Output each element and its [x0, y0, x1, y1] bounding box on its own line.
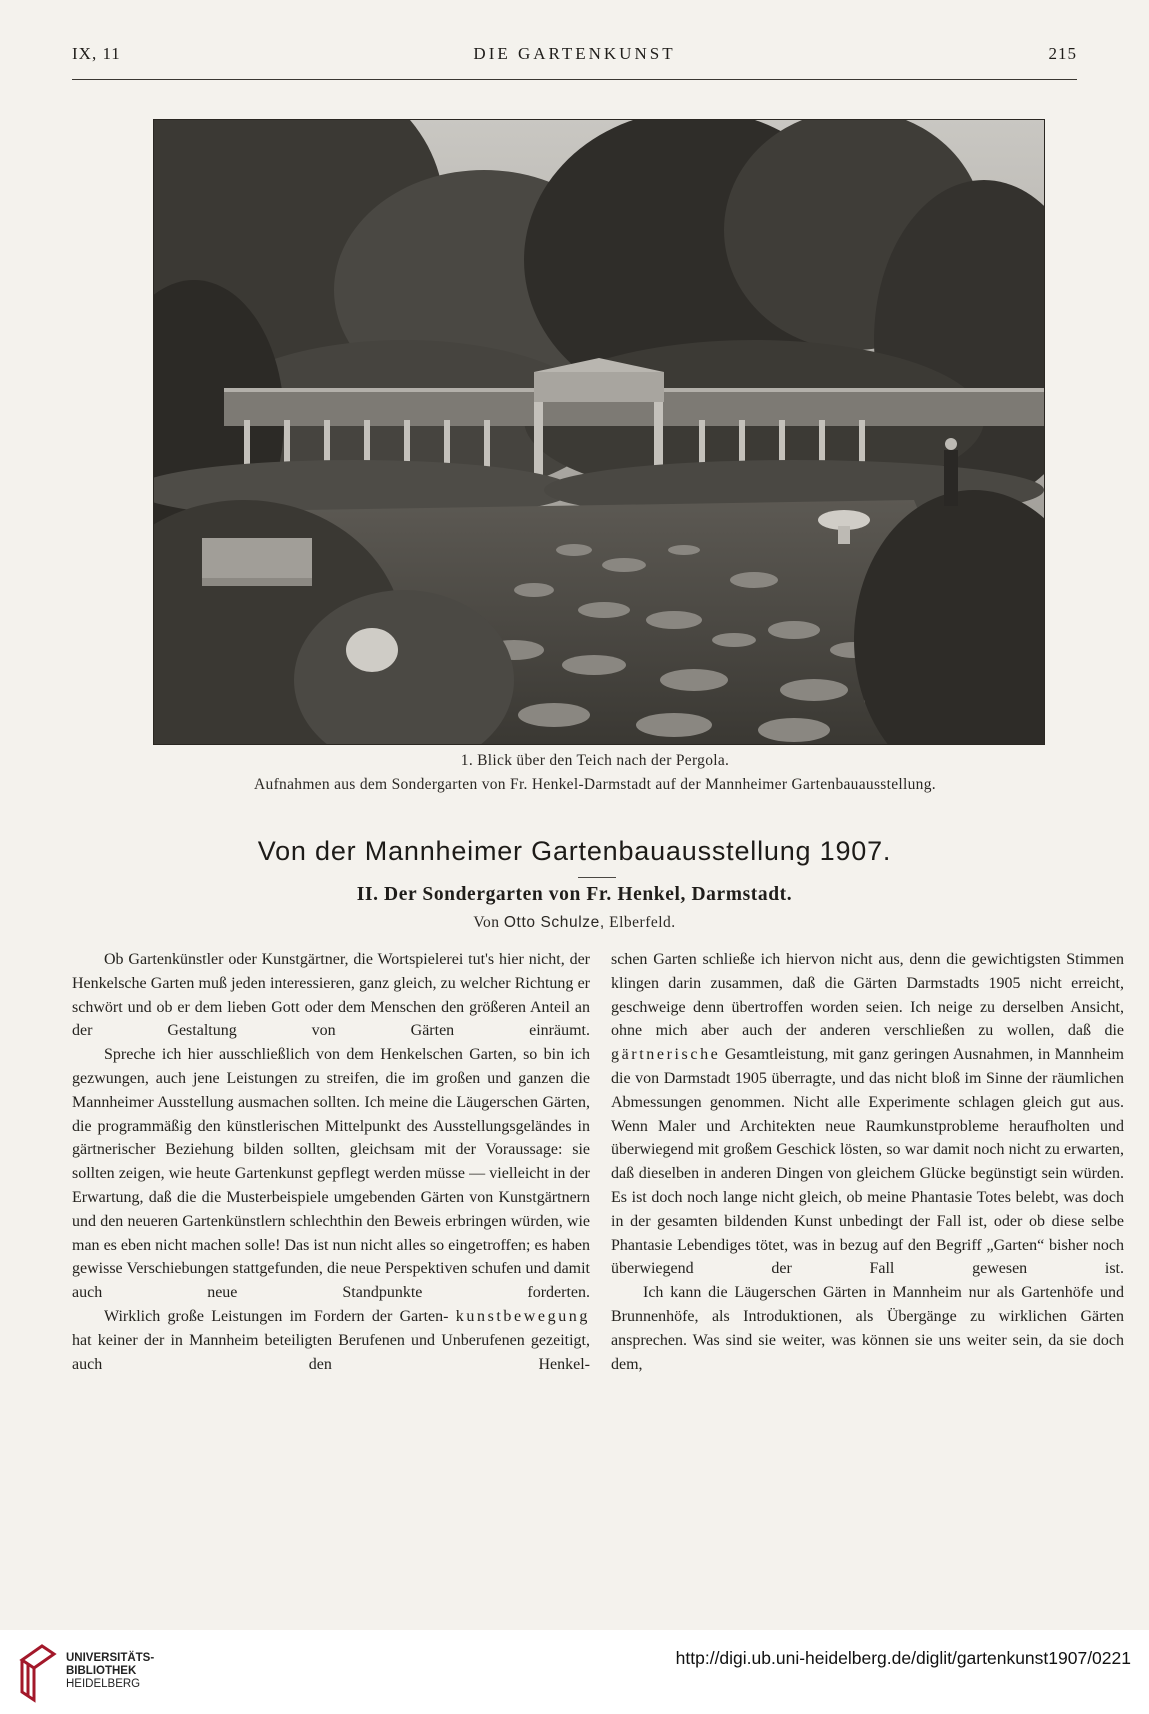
volume-issue: IX, 11 — [72, 44, 121, 63]
garden-photograph — [153, 119, 1045, 745]
paragraph: Ich kann die Läugerschen Gärten in Mannheim nur als Gartenhöfe und Brunnenhöfe, als Introduktionen, als Übergänge zu wirklichen Gärten ansprechen. Was sind sie weiter, was können sie uns weiter sein, da sie doch dem, — [611, 1284, 1124, 1373]
university-library-logo — [14, 1640, 60, 1704]
spaced-emphasis: gärtnerische — [611, 1046, 721, 1064]
right-column — [611, 948, 1124, 1376]
library-name — [66, 1652, 154, 1691]
figure-caption-credit: Aufnahmen aus dem Sondergarten von Fr. Henkel-Darmstadt auf der Mannheimer Gartenbauausstellung. — [254, 776, 936, 793]
header-rule — [72, 79, 1077, 80]
byline-place: Elberfeld. — [609, 914, 676, 931]
byline — [0, 914, 1149, 932]
left-column — [72, 948, 590, 1376]
spaced-emphasis: kunstbewegung — [455, 1307, 590, 1325]
permalink-url[interactable]: http://digi.ub.uni-heidelberg.de/diglit/gartenkunst1907/0221 — [675, 1648, 1131, 1668]
text-run: Wirklich große Leistungen im Fordern der Garten- — [104, 1307, 449, 1325]
journal-title: DIE GARTENKUNST — [473, 44, 676, 63]
byline-author: Otto Schulze, — [503, 914, 605, 931]
title-divider — [578, 877, 616, 878]
article-subtitle: II. Der Sondergarten von Fr. Henkel, Darmstadt. — [356, 884, 793, 905]
text-run: hat keiner der in Mannheim beteiligten Berufenen und Unberufenen gezeitigt, auch den Henkel- — [72, 1331, 590, 1373]
figure-caption-title: 1. Blick über den Teich nach der Pergola. — [460, 752, 730, 769]
text-run: schen Garten schließe ich hiervon nicht aus, denn die gewichtigsten Stimmen klingen darin zusammen, daß die Gärten Darmstadts 1905 nicht erreicht, geschweige denn übertroffen worden seien. Ich neige zu derselben Ansicht, ohne mich aber auch der anderen verschließen zu wollen, daß die — [611, 951, 1124, 1040]
digitization-footer — [0, 1630, 1149, 1714]
paragraph: Ob Gartenkünstler oder Kunstgärtner, die Wortspielerei tut's hier nicht, der Henkelsche Garten muß jeden interessieren, ganz gleich, zu welcher Richtung er schwört und ob er dem lieben Gott oder dem Menschen den größeren Anteil an der Gestaltung von Gärten einräumt. — [72, 951, 590, 1040]
library-line: UNIVERSITÄTS- — [66, 1652, 155, 1664]
paragraph — [611, 948, 1124, 1281]
paragraph: Spreche ich hier ausschließlich von dem Henkelschen Garten, so bin ich gezwungen, auch jene Leistungen zu streifen, die im großen und ganzen die Mannheimer Ausstellung ausmachen sollten. Ich meine die Läugerschen Gärten, die programmäßig den künstlerischen Mittelpunkt des Ausstellungsgeländes in gärtnerischer Beziehung bilden sollten, gleichsam mit der Voraussage: sie sollten zeigen, wie heute Gartenkunst gepflegt werden müsse — vielleicht in der Erwartung, daß die die Musterbeispiele umgebenden Gärten von Kunstgärtnern und den neueren Gartenkünstlern schlechthin den Beweis erbringen würden, wie man es eben nicht machen solle! Das ist nun nicht alles so eingetroffen; es haben gewisse Verschiebungen stattgefunden, die neue Perspektiven schufen und damit auch neue Standpunkte forderten. — [72, 1046, 590, 1302]
article-title: Von der Mannheimer Gartenbauausstellung 1907. — [257, 836, 892, 866]
library-line: HEIDELBERG — [66, 1678, 141, 1690]
byline-prefix: Von — [473, 914, 500, 931]
library-line: BIBLIOTHEK — [66, 1665, 137, 1677]
page-number: 215 — [1048, 44, 1077, 63]
running-head — [72, 44, 1077, 68]
paragraph — [72, 1305, 590, 1376]
text-run: Gesamtleistung, mit ganz geringen Ausnahmen, in Mannheim die von Darmstadt 1905 überragte, und das nicht bloß im Sinne der räumlichen Abmessungen genommen. Nicht alle Experimente schlagen gleich gut aus. Wenn Maler und Architekten neue Raumkunstprobleme heraufholten und überwiegend mit großem Geschick lösten, so war damit noch nicht zu erwarten, daß dieselben in anderen Dingen von gleichem Glücke begünstigt sein würden. Es ist doch noch lange nicht gleich, ob meine Phantasie Totes belebt, was doch in der gesamten bildenden Kunst unbedingt der Fall ist, oder ob diese selbe Phantasie Lebendiges tötet, was in bezug auf den Begriff „Garten“ bisher noch überwiegend der Fall gewesen ist. — [611, 1046, 1124, 1278]
